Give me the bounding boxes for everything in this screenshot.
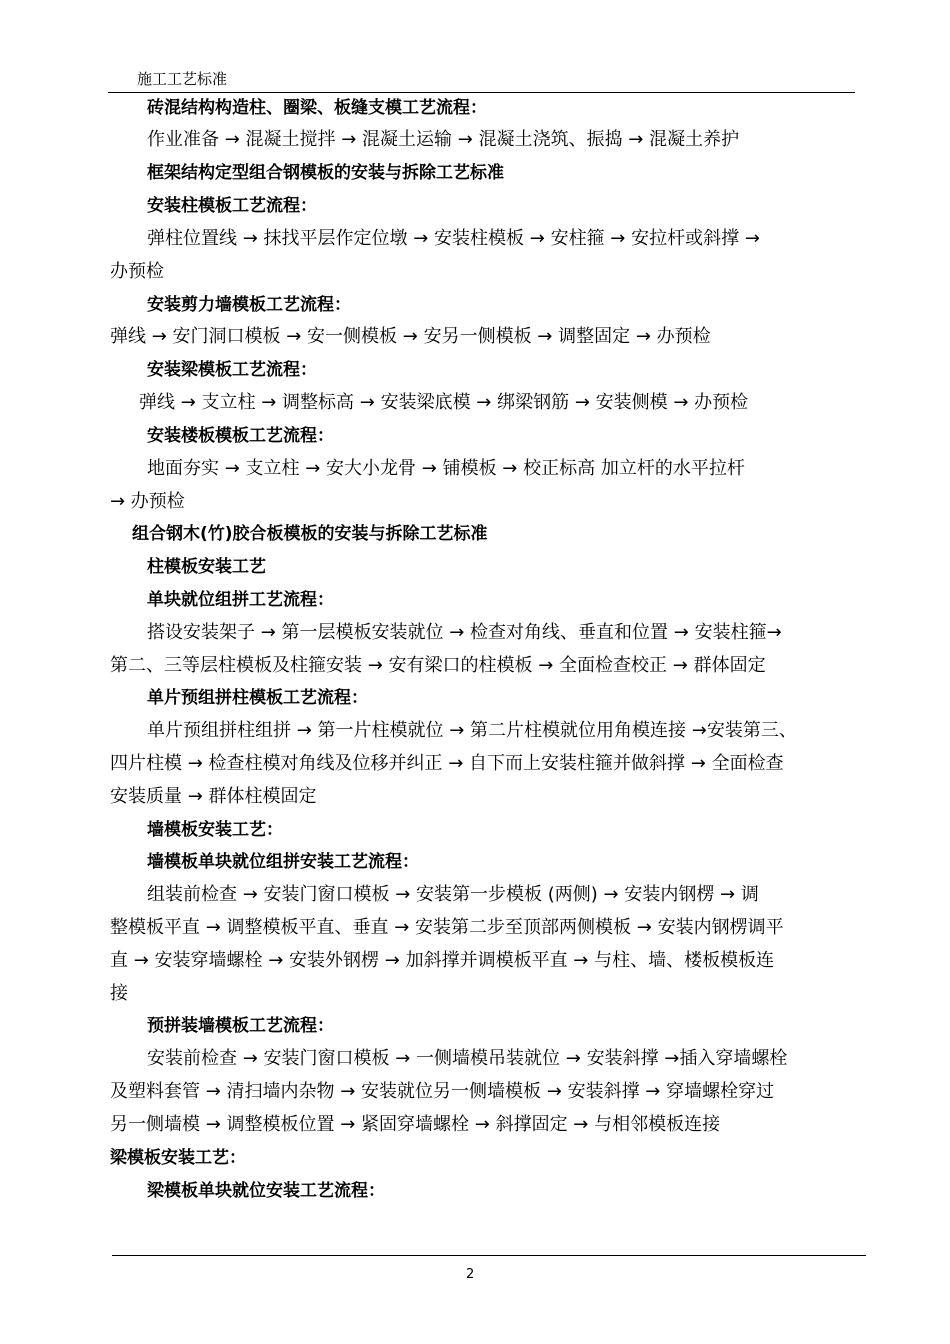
body-line: 整模板平直 → 调整模板平直、垂直 → 安装第二步至顶部两侧模板 → 安装内钢楞调平: [110, 917, 784, 938]
body-line: 弹柱位置线 → 抹找平层作定位墩 → 安装柱模板 → 安柱箍 → 安拉杆或斜撑 →: [147, 228, 760, 249]
page-number: 2: [466, 1267, 475, 1282]
body-line: 四片柱模 → 检查柱模对角线及位移并纠正 → 自下而上安装柱箍并做斜撑 → 全面检查: [110, 753, 784, 774]
heading-line: 安装柱模板工艺流程：: [147, 196, 317, 216]
heading-line: 单块就位组拼工艺流程：: [147, 590, 334, 610]
body-line: 及塑料套管 → 清扫墙内杂物 → 安装就位另一侧墙模板 → 安装斜撑 → 穿墙螺栓穿过: [110, 1081, 775, 1102]
body-line: 办预检: [110, 261, 164, 282]
body-line: 弹线 → 安门洞口模板 → 安一侧模板 → 安另一侧模板 → 调整固定 → 办预检: [110, 326, 711, 347]
heading-line: 单片预组拼柱模板工艺流程：: [147, 688, 368, 708]
page-header: 施工工艺标准: [137, 70, 228, 88]
body-line: 地面夯实 → 支立柱 → 安大小龙骨 → 铺模板 → 校正标高 加立杆的水平拉杆: [147, 458, 745, 479]
body-line: 第二、三等层柱模板及柱箍安装 → 安有梁口的柱模板 → 全面检查校正 → 群体固定: [110, 655, 766, 676]
body-line: 单片预组拼柱组拼 → 第一片柱模就位 → 第二片柱模就位用角模连接 →安装第三、: [147, 720, 797, 741]
body-line: 另一侧墙模 → 调整模板位置 → 紧固穿墙螺栓 → 斜撑固定 → 与相邻模板连接: [110, 1114, 721, 1135]
heading-line: 柱模板安装工艺: [147, 557, 266, 577]
heading-line: 预拼装墙模板工艺流程：: [147, 1016, 334, 1036]
body-line: 安装质量 → 群体柱模固定: [110, 786, 317, 807]
body-line: 安装前检查 → 安装门窗口模板 → 一侧墙模吊装就位 → 安装斜撑 →插入穿墙螺栓: [147, 1048, 788, 1069]
heading-line: 墙模板单块就位组拼安装工艺流程：: [147, 852, 419, 872]
heading-line: 梁模板安装工艺：: [110, 1148, 246, 1168]
heading-line: 砖混结构构造柱、圈梁、板缝支模工艺流程：: [147, 98, 487, 118]
heading-line: 安装剪力墙模板工艺流程：: [147, 295, 351, 315]
body-line: 接: [110, 983, 128, 1004]
body-line: 搭设安装架子 → 第一层模板安装就位 → 检查对角线、垂直和位置 → 安装柱箍→: [147, 622, 782, 643]
header-rule: [108, 92, 855, 93]
heading-line: 安装梁模板工艺流程：: [147, 360, 317, 380]
body-line: → 办预检: [110, 491, 185, 512]
footer-rule: [112, 1255, 866, 1256]
heading-line: 框架结构定型组合钢模板的安装与拆除工艺标准: [147, 163, 504, 183]
heading-line: 组合钢木(竹)胶合板模板的安装与拆除工艺标准: [132, 524, 488, 544]
body-line: 作业准备 → 混凝土搅拌 → 混凝土运输 → 混凝土浇筑、振捣 → 混凝土养护: [147, 129, 740, 150]
body-line: 组装前检查 → 安装门窗口模板 → 安装第一步模板 (两侧) → 安装内钢楞 → 调: [147, 884, 759, 905]
heading-line: 安装楼板模板工艺流程：: [147, 426, 334, 446]
body-line: 直 → 安装穿墙螺栓 → 安装外钢楞 → 加斜撑并调模板平直 → 与柱、墙、楼板模板连: [110, 950, 775, 971]
body-line: 弹线 → 支立柱 → 调整标高 → 安装梁底模 → 绑梁钢筋 → 安装侧模 → 办预检: [139, 392, 749, 413]
heading-line: 梁模板单块就位安装工艺流程：: [147, 1181, 385, 1201]
heading-line: 墙模板安装工艺：: [147, 820, 283, 840]
